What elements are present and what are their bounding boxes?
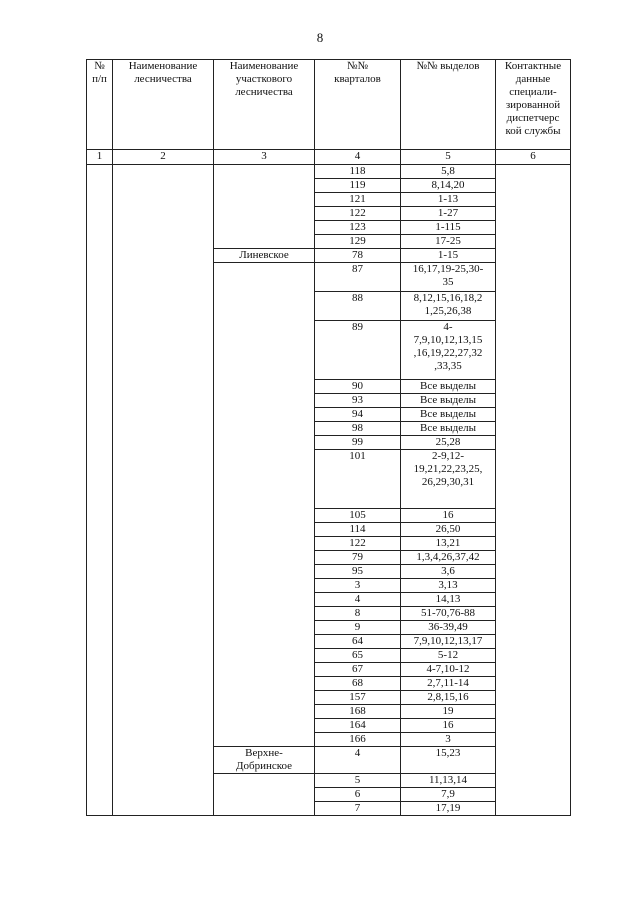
vydely-cell: 4- 7,9,10,12,13,15 ,16,19,22,27,32 ,33,35 [401,321,496,380]
forestry-cell [113,649,214,663]
row-number-cell [87,733,113,747]
forestry-cell [113,705,214,719]
row-number-cell [87,788,113,802]
table-row [87,193,571,207]
district-cell [214,221,315,235]
district-cell [214,551,315,565]
row-number-cell [87,523,113,537]
forestry-cell [113,677,214,691]
table-row [87,705,571,719]
forestry-cell [113,774,214,788]
row-number-cell [87,394,113,408]
table-row [87,747,571,774]
forestry-cell [113,747,214,774]
district-cell: Верхне- Добринское [214,747,315,774]
district-cell [214,179,315,193]
kvartal-cell: 129 [315,235,401,249]
district-cell [214,719,315,733]
contact-cell [496,719,571,733]
vydely-cell: 15,23 [401,747,496,774]
district-cell [214,207,315,221]
row-number-cell [87,179,113,193]
kvartal-cell: 164 [315,719,401,733]
table-row [87,691,571,705]
district-cell [214,408,315,422]
vydely-cell: 14,13 [401,593,496,607]
district-cell [214,193,315,207]
contact-cell [496,509,571,523]
table-row [87,263,571,292]
district-cell [214,165,315,179]
vydely-cell: 11,13,14 [401,774,496,788]
vydely-cell: 5-12 [401,649,496,663]
contact-cell [496,565,571,579]
column-number-3: 3 [214,150,315,165]
contact-cell [496,207,571,221]
forestry-cell [113,621,214,635]
row-number-cell [87,719,113,733]
table-row [87,774,571,788]
table-row [87,179,571,193]
district-cell [214,705,315,719]
kvartal-cell: 65 [315,649,401,663]
vydely-cell: 26,50 [401,523,496,537]
table-row [87,663,571,677]
district-cell [214,436,315,450]
contact-cell [496,537,571,551]
table-row [87,450,571,509]
contact-cell [496,408,571,422]
kvartal-cell: 121 [315,193,401,207]
kvartal-cell: 64 [315,635,401,649]
contact-cell [496,802,571,816]
contact-cell [496,422,571,436]
vydely-cell: 1-27 [401,207,496,221]
district-cell [214,691,315,705]
kvartal-cell: 101 [315,450,401,509]
table-row [87,292,571,321]
table-row [87,321,571,380]
row-number-cell [87,249,113,263]
forestry-cell [113,663,214,677]
vydely-cell: 17,19 [401,802,496,816]
district-cell [214,509,315,523]
column-header-3: Наименование участкового лесничества [214,60,315,150]
row-number-cell [87,579,113,593]
forestry-cell [113,321,214,380]
district-cell [214,677,315,691]
column-number-6: 6 [496,150,571,165]
row-number-cell [87,422,113,436]
row-number-cell [87,450,113,509]
forestry-cell [113,422,214,436]
table-body [87,165,571,816]
row-number-cell [87,207,113,221]
table-row [87,235,571,249]
forestry-cell [113,691,214,705]
forest-districts-table [86,59,571,816]
contact-cell [496,235,571,249]
vydely-cell: 16 [401,509,496,523]
kvartal-cell: 105 [315,509,401,523]
vydely-cell: 3 [401,733,496,747]
kvartal-cell: 119 [315,179,401,193]
row-number-cell [87,165,113,179]
contact-cell [496,436,571,450]
kvartal-cell: 89 [315,321,401,380]
kvartal-cell: 93 [315,394,401,408]
table-row [87,788,571,802]
kvartal-cell: 122 [315,537,401,551]
header-row [87,60,571,150]
table-row [87,677,571,691]
vydely-cell: 3,6 [401,565,496,579]
kvartal-cell: 90 [315,380,401,394]
contact-cell [496,221,571,235]
column-header-1: № п/п [87,60,113,150]
vydely-cell: 1-15 [401,249,496,263]
vydely-cell: Все выделы [401,408,496,422]
vydely-cell: 4-7,10-12 [401,663,496,677]
row-number-cell [87,635,113,649]
district-cell [214,593,315,607]
district-cell [214,579,315,593]
district-cell [214,802,315,816]
contact-cell [496,747,571,774]
forestry-cell [113,593,214,607]
vydely-cell: 17-25 [401,235,496,249]
kvartal-cell: 5 [315,774,401,788]
forestry-cell [113,179,214,193]
vydely-cell: Все выделы [401,394,496,408]
table-row [87,249,571,263]
table-row [87,422,571,436]
column-header-5: №№ выделов [401,60,496,150]
district-cell [214,523,315,537]
vydely-cell: 16 [401,719,496,733]
kvartal-cell: 88 [315,292,401,321]
district-cell [214,733,315,747]
forestry-cell [113,579,214,593]
table-row [87,802,571,816]
contact-cell [496,551,571,565]
row-number-cell [87,235,113,249]
vydely-cell: 1-115 [401,221,496,235]
column-number-4: 4 [315,150,401,165]
page-number: 8 [316,30,324,45]
table-row [87,221,571,235]
district-cell [214,788,315,802]
table-row [87,380,571,394]
row-number-cell [87,551,113,565]
forestry-cell [113,249,214,263]
contact-cell [496,607,571,621]
row-number-cell [87,621,113,635]
district-cell [214,321,315,380]
vydely-cell: 8,12,15,16,18,2 1,25,26,38 [401,292,496,321]
forestry-cell [113,165,214,179]
kvartal-cell: 8 [315,607,401,621]
district-cell [214,621,315,635]
kvartal-cell: 166 [315,733,401,747]
vydely-cell: 5,8 [401,165,496,179]
kvartal-cell: 94 [315,408,401,422]
vydely-cell: 1,3,4,26,37,42 [401,551,496,565]
row-number-cell [87,436,113,450]
kvartal-cell: 122 [315,207,401,221]
column-number-5: 5 [401,150,496,165]
contact-cell [496,705,571,719]
contact-cell [496,179,571,193]
kvartal-cell: 3 [315,579,401,593]
contact-cell [496,733,571,747]
row-number-cell [87,380,113,394]
row-number-cell [87,691,113,705]
row-number-cell [87,565,113,579]
forestry-cell [113,436,214,450]
table-row [87,649,571,663]
forestry-cell [113,788,214,802]
district-cell [214,422,315,436]
row-number-cell [87,263,113,292]
kvartal-cell: 7 [315,802,401,816]
contact-cell [496,593,571,607]
forestry-cell [113,221,214,235]
row-number-cell [87,509,113,523]
contact-cell [496,193,571,207]
vydely-cell: 7,9 [401,788,496,802]
vydely-cell: Все выделы [401,380,496,394]
row-number-cell [87,663,113,677]
kvartal-cell: 67 [315,663,401,677]
forestry-cell [113,380,214,394]
district-cell [214,380,315,394]
row-number-cell [87,649,113,663]
contact-cell [496,788,571,802]
kvartal-cell: 123 [315,221,401,235]
vydely-cell: 3,13 [401,579,496,593]
kvartal-cell: 4 [315,747,401,774]
vydely-cell: 2,7,11-14 [401,677,496,691]
district-cell [214,235,315,249]
forestry-cell [113,193,214,207]
row-number-cell [87,193,113,207]
vydely-cell: 1-13 [401,193,496,207]
row-number-cell [87,321,113,380]
district-cell [214,774,315,788]
vydely-cell: 16,17,19-25,30- 35 [401,263,496,292]
forestry-cell [113,523,214,537]
contact-cell [496,263,571,292]
vydely-cell: 8,14,20 [401,179,496,193]
kvartal-cell: 114 [315,523,401,537]
column-header-2: Наименование лесничества [113,60,214,150]
row-number-cell [87,774,113,788]
district-cell [214,292,315,321]
contact-cell [496,774,571,788]
kvartal-cell: 118 [315,165,401,179]
row-number-cell [87,593,113,607]
table-row [87,579,571,593]
contact-cell [496,249,571,263]
vydely-cell: 36-39,49 [401,621,496,635]
table-row [87,551,571,565]
table-row [87,394,571,408]
row-number-cell [87,747,113,774]
forestry-cell [113,635,214,649]
vydely-cell: 2-9,12- 19,21,22,23,25, 26,29,30,31 [401,450,496,509]
contact-cell [496,621,571,635]
forestry-cell [113,802,214,816]
district-cell [214,635,315,649]
district-cell: Линевское [214,249,315,263]
table-row [87,408,571,422]
vydely-cell: 13,21 [401,537,496,551]
district-cell [214,663,315,677]
row-number-cell [87,677,113,691]
contact-cell [496,677,571,691]
kvartal-cell: 95 [315,565,401,579]
kvartal-cell: 99 [315,436,401,450]
contact-cell [496,292,571,321]
district-cell [214,537,315,551]
column-number-1: 1 [87,150,113,165]
forestry-cell [113,207,214,221]
kvartal-cell: 78 [315,249,401,263]
forestry-cell [113,719,214,733]
contact-cell [496,380,571,394]
kvartal-cell: 79 [315,551,401,565]
column-number-row [87,150,571,165]
district-cell [214,450,315,509]
district-cell [214,649,315,663]
forestry-cell [113,551,214,565]
table-row [87,593,571,607]
row-number-cell [87,705,113,719]
vydely-cell: 25,28 [401,436,496,450]
table-row [87,509,571,523]
contact-cell [496,691,571,705]
forestry-cell [113,263,214,292]
vydely-cell: Все выделы [401,422,496,436]
vydely-cell: 7,9,10,12,13,17 [401,635,496,649]
table-row [87,635,571,649]
kvartal-cell: 6 [315,788,401,802]
table-row [87,436,571,450]
table-row [87,719,571,733]
kvartal-cell: 87 [315,263,401,292]
forestry-cell [113,509,214,523]
column-header-4: №№ кварталов [315,60,401,150]
table-row [87,565,571,579]
row-number-cell [87,221,113,235]
kvartal-cell: 9 [315,621,401,635]
forestry-cell [113,394,214,408]
contact-cell [496,649,571,663]
forestry-cell [113,292,214,321]
vydely-cell: 2,8,15,16 [401,691,496,705]
row-number-cell [87,408,113,422]
vydely-cell: 19 [401,705,496,719]
contact-cell [496,523,571,537]
row-number-cell [87,802,113,816]
district-cell [214,565,315,579]
contact-cell [496,663,571,677]
kvartal-cell: 98 [315,422,401,436]
table-row [87,165,571,179]
table-row [87,733,571,747]
table-row [87,207,571,221]
kvartal-cell: 157 [315,691,401,705]
forestry-cell [113,733,214,747]
contact-cell [496,450,571,509]
row-number-cell [87,607,113,621]
forestry-cell [113,537,214,551]
forestry-cell [113,450,214,509]
forestry-cell [113,607,214,621]
forestry-cell [113,235,214,249]
forestry-cell [113,565,214,579]
table-row [87,607,571,621]
row-number-cell [87,537,113,551]
kvartal-cell: 68 [315,677,401,691]
table-row [87,621,571,635]
column-header-6: Контактные данные специали- зированной диспетчерс кой службы [496,60,571,150]
district-cell [214,263,315,292]
district-cell [214,394,315,408]
table-row [87,523,571,537]
contact-cell [496,579,571,593]
contact-cell [496,394,571,408]
row-number-cell [87,292,113,321]
contact-cell [496,321,571,380]
table-row [87,537,571,551]
column-number-2: 2 [113,150,214,165]
district-cell [214,607,315,621]
kvartal-cell: 168 [315,705,401,719]
vydely-cell: 51-70,76-88 [401,607,496,621]
contact-cell [496,165,571,179]
contact-cell [496,635,571,649]
forestry-cell [113,408,214,422]
kvartal-cell: 4 [315,593,401,607]
